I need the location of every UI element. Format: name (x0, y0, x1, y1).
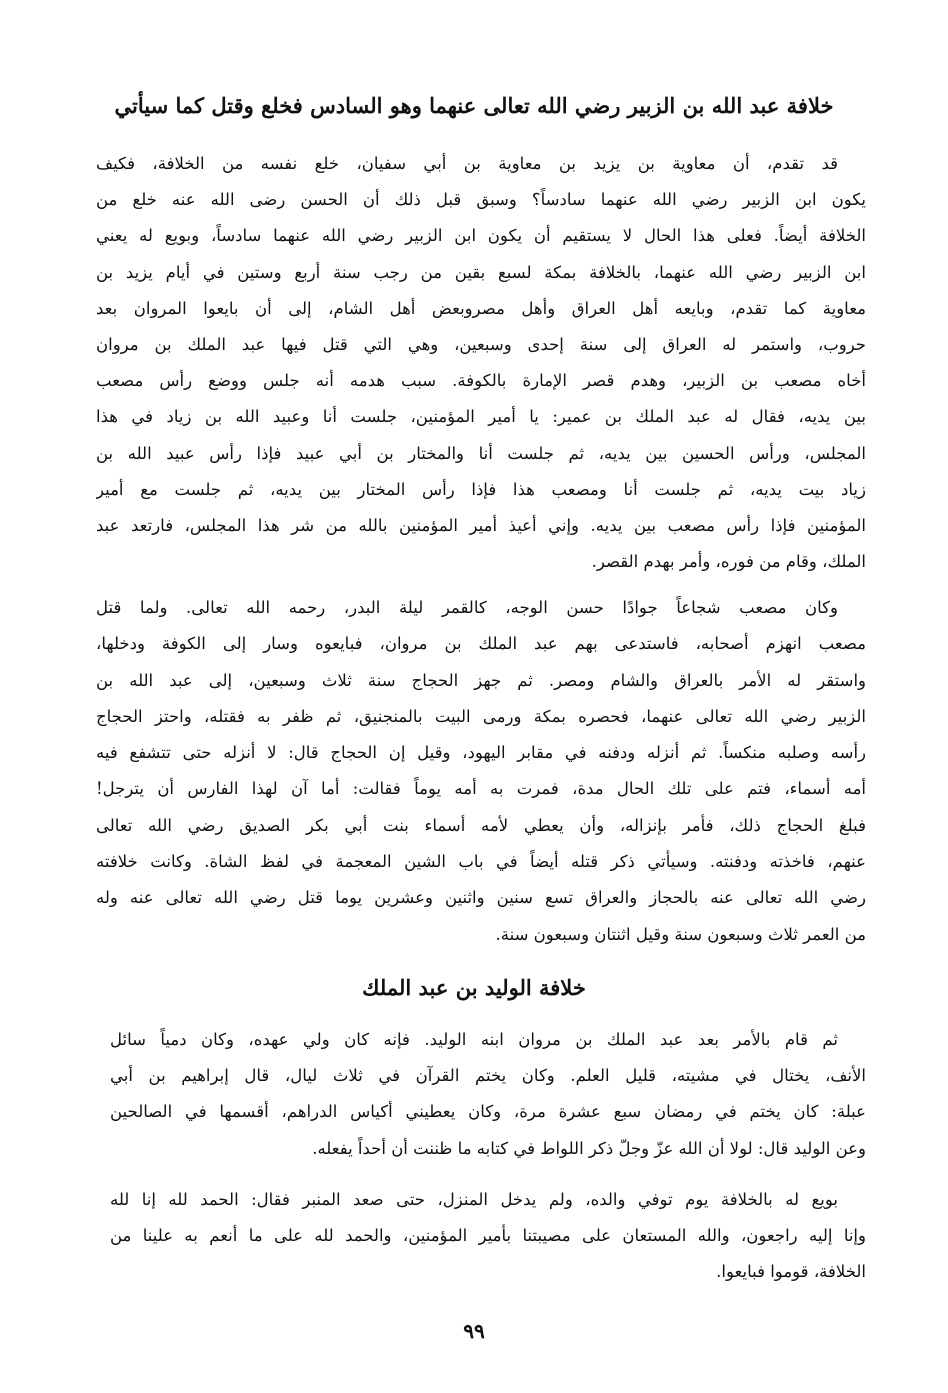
text-line: أخاه مصعب بن الزبير، وهدم قصر الإمارة بالكوفة. سبب هدمه أنه جلس ووضع رأس مصعب (96, 371, 866, 391)
text-line: ثم قام بالأمر بعد عبد الملك بن مروان ابنه الوليد. فإنه كان ولي عهده، وكان دمياً سائل (110, 1030, 838, 1049)
text-line: وإنا إليه راجعون، والله المستعان على مصيبتنا بأمير المؤمنين، والحمد لله على ما أنعم به علينا من (110, 1226, 866, 1246)
text-line: بويع له بالخلافة يوم توفي والده، ولم يدخل المنزل، حتى صعد المنبر فقال: الحمد لله إنا لله (110, 1190, 838, 1209)
text-line: الأنف، يختال في مشيته، قليل العلم. وكان يختم القرآن في ثلاث ليال، قال إبراهيم بن أبي (110, 1066, 866, 1086)
paragraph-ibn-zubayr-1 (96, 146, 866, 580)
text-line: قد تقدم، أن معاوية بن يزيد بن معاوية بن أبي سفيان، خلع نفسه من الخلافة، فكيف (96, 154, 838, 173)
section-heading-al-walid: خلافة الوليد بن عبد الملك (362, 975, 586, 1000)
paragraph-al-walid-1 (110, 1022, 866, 1167)
text-line: واستقر له الأمر بالعراق والشام ومصر. ثم جهز الحجاج سنة ثلاث وسبعين، إلى عبد الله بن (96, 670, 866, 690)
text-line: وكان مصعب شجاعاً جوادًا حسن الوجه، كالقمر ليلة البدر، رحمه الله تعالى. ولما قتل (96, 598, 838, 617)
text-line: حروب، واستمر له العراق إلى سنة إحدى وسبعين، وهي التي قتل فيها عبد الملك بن مروان (96, 334, 866, 354)
text-line: زياد بيت يديه، ثم جلست أنا ومصعب هذا فإذا رأس المختار بين يديه، ثم جلست مع أمير (96, 479, 866, 499)
text-line: فبلغ الحجاج ذلك، فأمر بإنزاله، وأن يعطي لأمه أسماء بنت أبي بكر الصديق رضي الله تعالى (96, 815, 866, 835)
text-line: عنهم، فاخذته ودفنته. وسيأتي ذكر قتله أيضاً في باب الشين المعجمة في لفظ الشاة. وكانت خلافته (96, 852, 866, 872)
text-line: المؤمنين فإذا رأس مصعب بين يديه. وإني أعيذ أمير المؤمنين بالله من شر هذا المجلس، فارتعد عبد (96, 515, 866, 535)
text-line: رأسه وصلبه منكساً. ثم أنزله ودفنه في مقابر اليهود، وقيل إن الحجاج قال: لا أنزله حتى تتشفع فيه (96, 743, 866, 763)
text-line: الخلافة أيضاً. فعلى هذا الحال لا يستقيم أن يكون ابن الزبير رضي الله عنهما سادساً، وبويع له يعني (96, 226, 866, 246)
text-line: معاوية كما تقدم، وبايعه أهل العراق وأهل مصروبعض أهل الشام، إلى أن بايعوا المروان بعد (96, 298, 866, 318)
text-line: مصعب انهزم أصحابه، فاستدعى بهم عبد الملك بن مروان، فبايعوه وسار إلى الكوفة ودخلها، (96, 634, 866, 654)
text-line: الملك، وقام من فوره، وأمر بهدم القصر. (591, 552, 866, 572)
text-line: من العمر ثلاث وسبعون سنة وقيل اثنتان وسبعون سنة. (495, 924, 866, 944)
text-line: الزبير رضي الله تعالى عنهما، فحصره بمكة ورمى البيت بالمنجنيق، ثم ظفر به فقتله، واحتز الحجاج (96, 706, 866, 726)
text-line: وعن الوليد قال: لولا أن الله عزّ وجلّ ذكر اللواط في كتابه ما ظننت أن أحداً يفعله. (312, 1138, 866, 1158)
text-line: الخلافة، قوموا فبايعوا. (716, 1262, 866, 1282)
text-line: المجلس، ورأس الحسين بين يديه، ثم جلست أنا والمختار بن أبي عبيد فإذا رأس عبيد الله بن (96, 443, 866, 463)
section-heading-ibn-zubayr: خلافة عبد الله بن الزبير رضي الله تعالى عنهما وهو السادس فخلع وقتل كما سيأتي (114, 93, 834, 118)
text-line: ابن الزبير رضي الله عنهما، بالخلافة بمكة لسبع بقين من رجب سنة أربع وستين في أيام يزيد بن (96, 262, 866, 282)
text-line: عبلة: كان يختم في رمضان سبع عشرة مرة، وكان يعطيني أكياس الدراهم، أقسمها في الصالحين (110, 1102, 866, 1122)
text-line: يكون ابن الزبير رضي الله عنهما سادساً؟ وسبق قبل ذلك أن الحسن رضى الله عنه خلع من (96, 190, 866, 210)
text-line: بين يديه، فقال له عبد الملك بن عمير: يا أمير المؤمنين، جلست أنا وعبيد الله بن زياد في هذا (96, 407, 866, 427)
page-number: ٩٩ (463, 1319, 485, 1343)
text-line: رضي الله تعالى عنه بالحجاز والعراق تسع سنين واثنين وعشرين يوما قتل رضي الله تعالى عنه وله (96, 888, 866, 908)
paragraph-al-walid-2 (110, 1182, 866, 1291)
paragraph-ibn-zubayr-2 (96, 590, 866, 953)
text-line: أمه أسماء، فتم على تلك الحال مدة، فمرت به أمه يوماً فقالت: أما آن لهذا الفارس أن يترجل! (96, 779, 866, 799)
